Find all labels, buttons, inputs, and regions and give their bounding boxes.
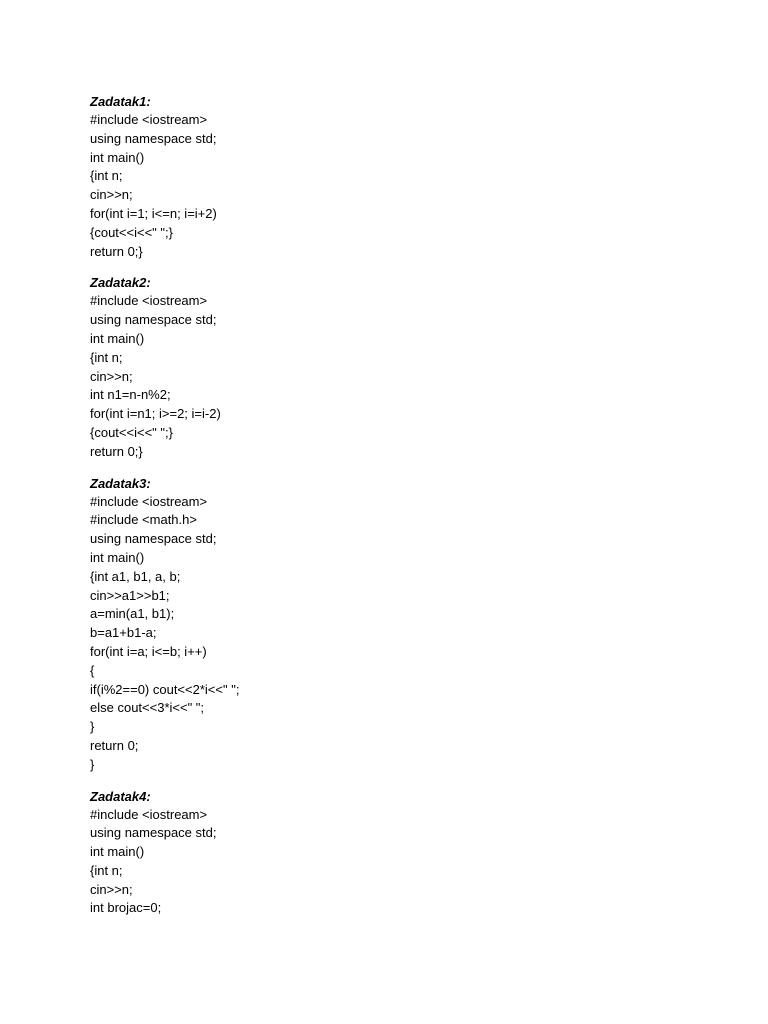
code-line: for(int i=a; i<=b; i++) bbox=[90, 643, 207, 659]
code-line: int main() bbox=[90, 844, 145, 860]
section-zadatak4 bbox=[90, 787, 730, 919]
document-page bbox=[90, 92, 730, 930]
code-line: int main() bbox=[90, 149, 145, 165]
code-line: using namespace std; bbox=[90, 825, 217, 841]
code-line: #include <iostream> bbox=[90, 493, 208, 509]
code-line: for(int i=1; i<=n; i=i+2) bbox=[90, 205, 217, 221]
code-line: { bbox=[90, 662, 95, 678]
code-line: #include <math.h> bbox=[90, 512, 197, 528]
code-line: return 0;} bbox=[90, 443, 143, 459]
code-line: if(i%2==0) cout<<2*i<<" "; bbox=[90, 681, 240, 697]
code-line: cin>>a1>>b1; bbox=[90, 587, 170, 603]
code-line: } bbox=[90, 756, 95, 772]
code-line: int n1=n-n%2; bbox=[90, 387, 171, 403]
code-line: cin>>n; bbox=[90, 368, 133, 384]
code-line: using namespace std; bbox=[90, 312, 217, 328]
code-line: {int a1, b1, a, b; bbox=[90, 568, 181, 584]
section-heading: Zadatak3: bbox=[90, 475, 151, 491]
section-heading: Zadatak4: bbox=[90, 788, 151, 804]
code-line: return 0;} bbox=[90, 243, 143, 259]
code-line: int main() bbox=[90, 549, 145, 565]
code-line: {cout<<i<<" ";} bbox=[90, 224, 173, 240]
section-zadatak2 bbox=[90, 273, 730, 461]
code-line: for(int i=n1; i>=2; i=i-2) bbox=[90, 406, 221, 422]
code-line: #include <iostream> bbox=[90, 293, 208, 309]
section-heading: Zadatak1: bbox=[90, 94, 151, 109]
code-line: using namespace std; bbox=[90, 531, 217, 547]
code-line: cin>>n; bbox=[90, 881, 133, 897]
section-heading: Zadatak2: bbox=[90, 275, 151, 291]
code-line: {int n; bbox=[90, 349, 123, 365]
code-line: {int n; bbox=[90, 862, 123, 878]
code-line: {int n; bbox=[90, 168, 123, 184]
section-zadatak3 bbox=[90, 474, 730, 775]
code-line: cin>>n; bbox=[90, 187, 133, 203]
code-line: a=min(a1, b1); bbox=[90, 606, 175, 622]
section-zadatak1 bbox=[90, 92, 730, 261]
code-line: b=a1+b1-a; bbox=[90, 625, 157, 641]
code-line: using namespace std; bbox=[90, 130, 217, 146]
code-line: else cout<<3*i<<" "; bbox=[90, 700, 205, 716]
code-line: #include <iostream> bbox=[90, 112, 208, 127]
code-line: } bbox=[90, 719, 95, 735]
code-line: int main() bbox=[90, 330, 145, 346]
code-line: {cout<<i<<" ";} bbox=[90, 424, 173, 440]
code-line: int brojac=0; bbox=[90, 900, 162, 916]
code-line: #include <iostream> bbox=[90, 806, 208, 822]
code-line: return 0; bbox=[90, 737, 139, 753]
